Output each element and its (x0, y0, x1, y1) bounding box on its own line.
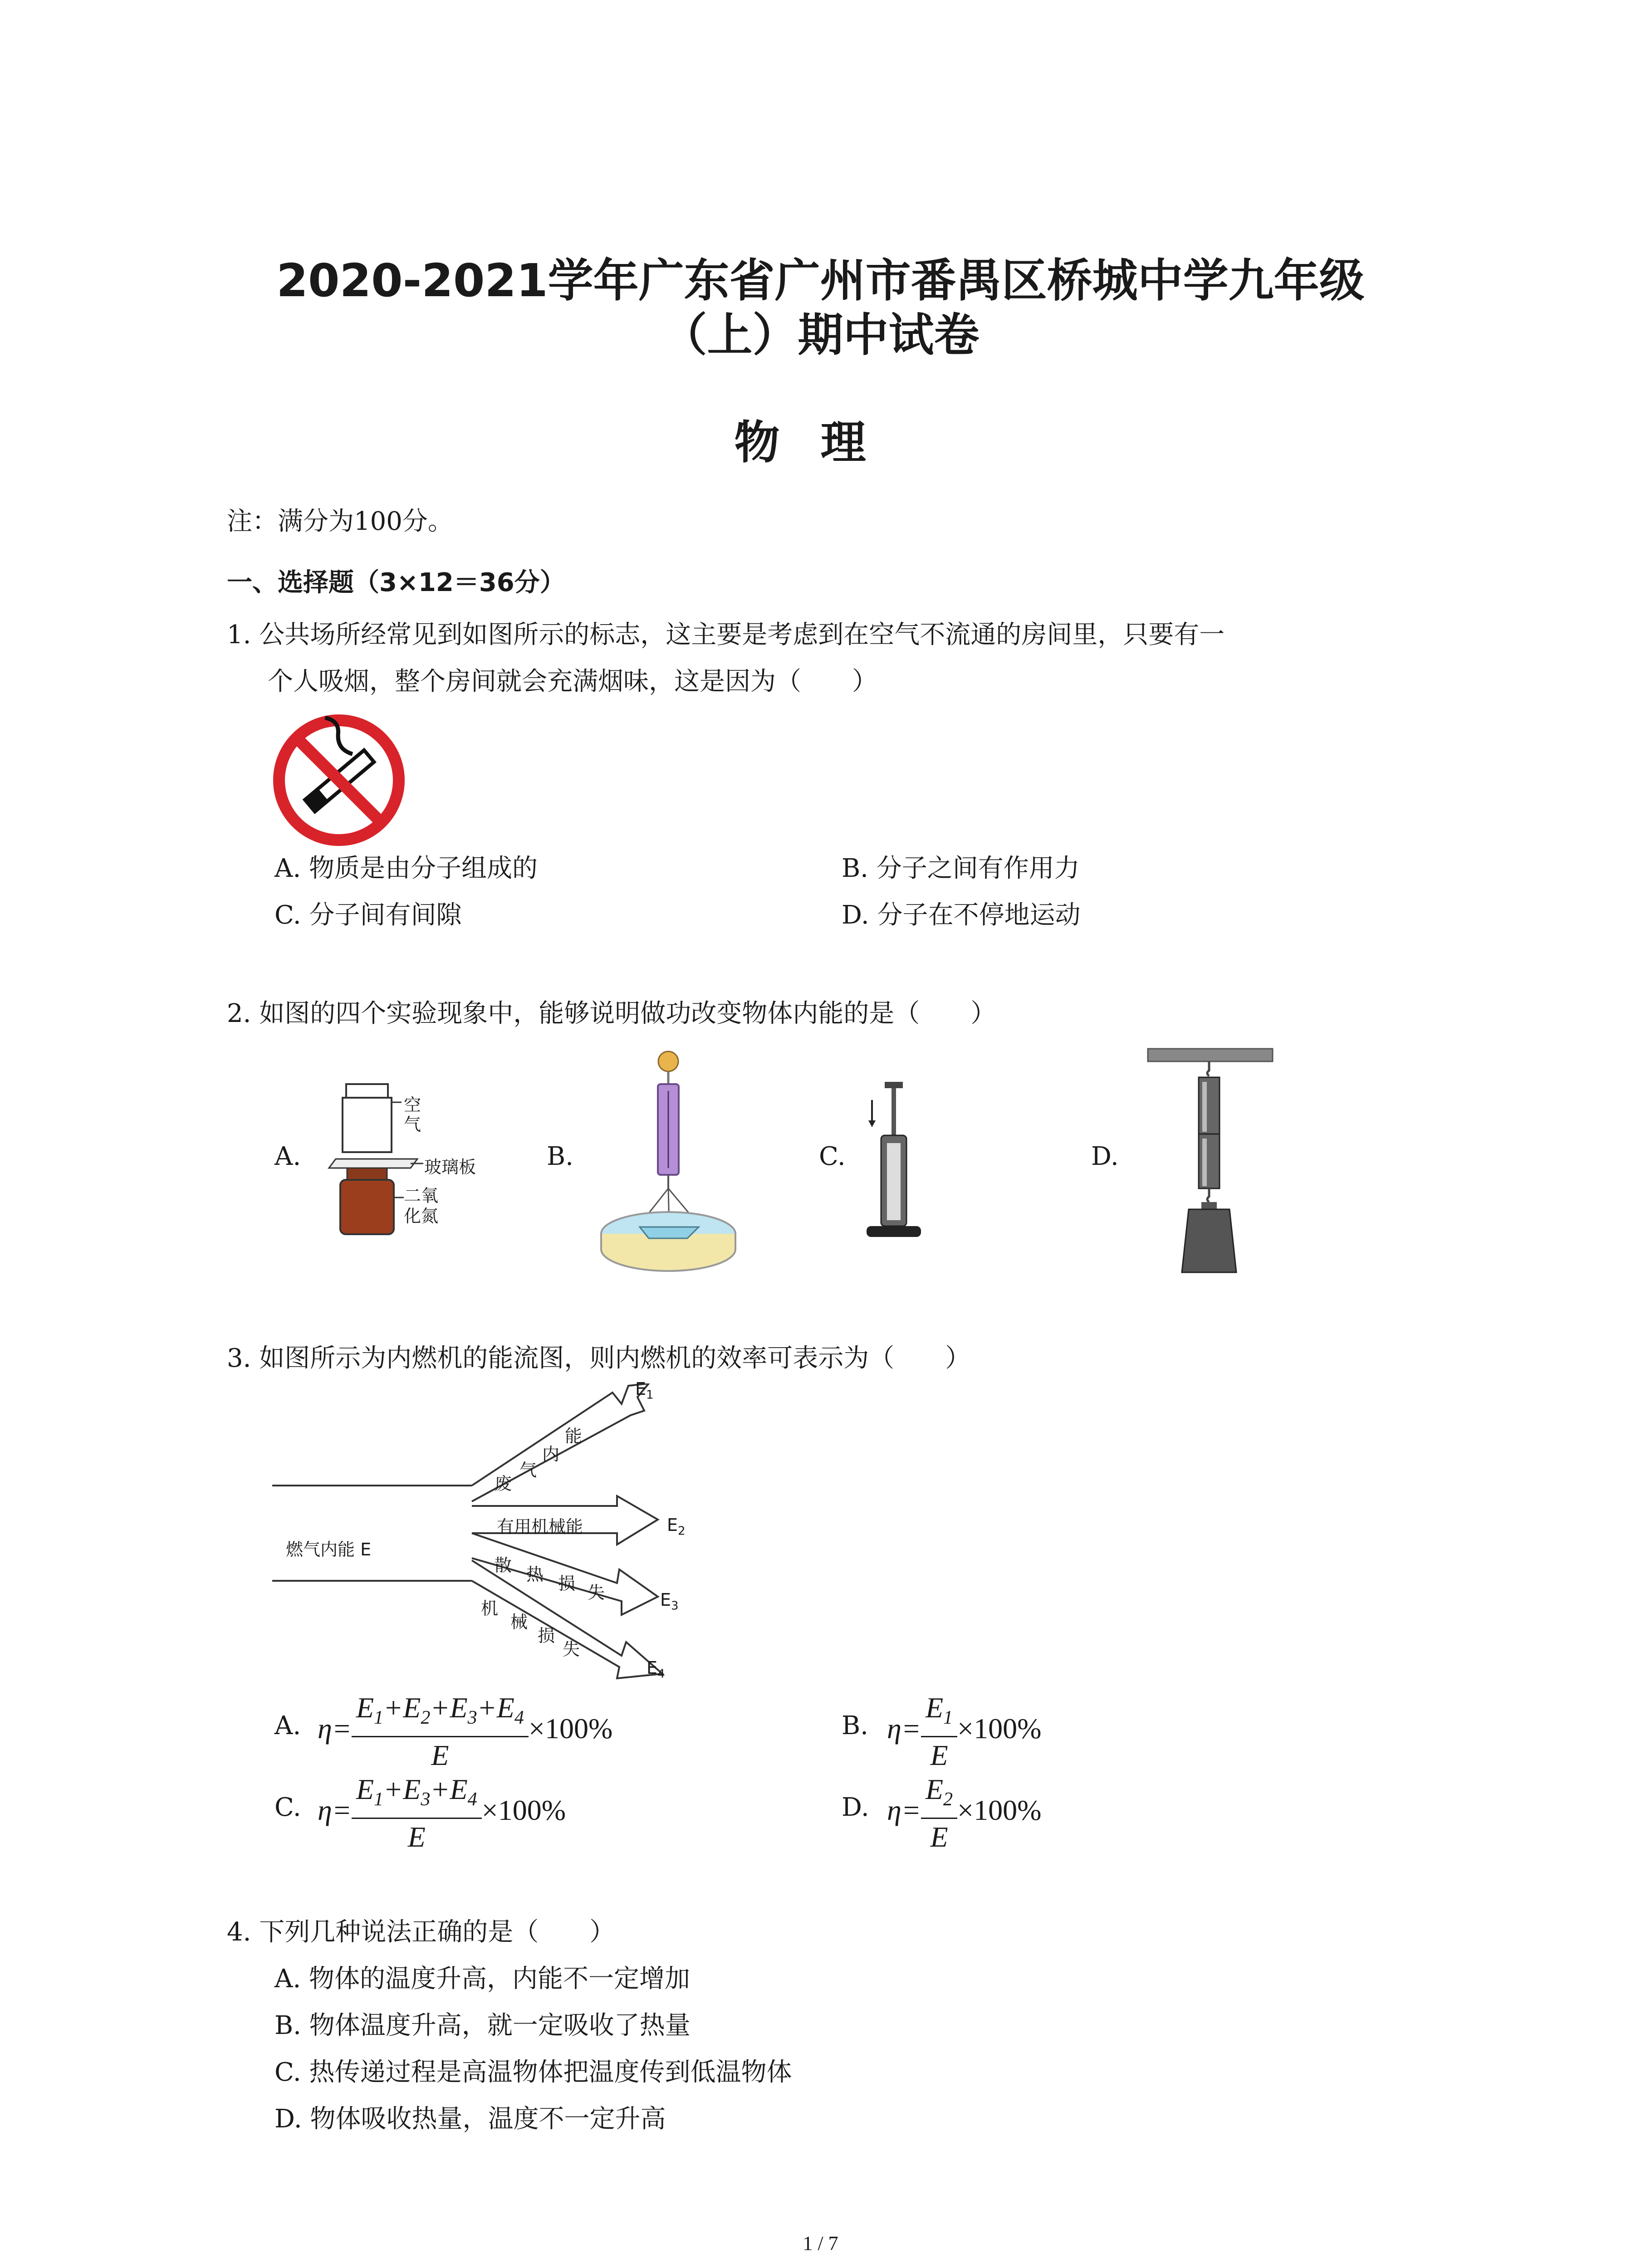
page-number: 1 / 7 (803, 2232, 838, 2254)
q4-stem: 4. 下列几种说法正确的是（ ） (227, 1917, 615, 1947)
q3-option-c-formula: η= $\frac{E_1+E_3+E_4}{E}$ ×100% (318, 1771, 566, 1855)
q2-option-d-letter: D. (1091, 1142, 1119, 1171)
label-mech-4: 失 (563, 1639, 580, 1659)
section-heading: 一、选择题（3×12＝36分） (227, 568, 565, 597)
no-smoking-icon (269, 710, 409, 850)
exam-title-line1: 2020-2021学年广东省广州市番禺区桥城中学九年级 (276, 254, 1365, 307)
q1-stem-line2: 个人吸烟，整个房间就会充满烟味，这是因为（ ） (268, 667, 877, 696)
label-no2-2: 化氮 (404, 1206, 439, 1226)
label-exhaust-2: 气 (519, 1460, 537, 1480)
label-mech-1: 机 (481, 1598, 499, 1618)
q4-option-b: B. 物体温度升高，就一定吸收了热量 (274, 2011, 691, 2040)
q3-option-d-letter: D. (842, 1793, 869, 1822)
label-mech-3: 损 (538, 1626, 555, 1646)
subject-title: 物理 (734, 416, 907, 469)
label-e1: $E_1$ (635, 1379, 654, 1402)
q2-option-a-letter: A. (274, 1142, 301, 1171)
q1-option-c: C. 分子间有间隙 (274, 900, 462, 930)
spring-scale-glass-water-diagram (597, 1048, 742, 1275)
q2-option-b-letter: B. (547, 1142, 573, 1171)
label-heat-4: 失 (588, 1583, 605, 1603)
label-air-2: 气 (404, 1114, 421, 1134)
q1-option-b: B. 分子之间有作用力 (842, 854, 1080, 883)
label-useful-mech: 有用机械能 (497, 1517, 583, 1537)
label-exhaust-1: 废 (495, 1474, 512, 1494)
label-e3: $E_3$ (660, 1590, 679, 1613)
q3-option-b-formula: η= $\frac{E_1}{E}$ ×100% (887, 1690, 1041, 1774)
lead-blocks-weight-diagram (1143, 1043, 1279, 1279)
label-heat-1: 散 (495, 1555, 512, 1575)
q3-option-a-formula: η= $\frac{E_1+E_2+E_3+E_4}{E}$ ×100% (318, 1690, 612, 1774)
q3-option-a-letter: A. (274, 1711, 301, 1740)
label-e4: $E_4$ (647, 1658, 665, 1681)
label-no2-1: 二氧 (404, 1186, 439, 1206)
q4-option-a: A. 物体的温度升高，内能不一定增加 (274, 1964, 691, 1994)
q1-option-a: A. 物质是由分子组成的 (274, 854, 538, 883)
q2-stem: 2. 如图的四个实验现象中，能够说明做功改变物体内能的是（ ） (227, 999, 996, 1028)
label-glass-plate: 玻璃板 (424, 1157, 476, 1177)
air-compression-cylinder-diagram (862, 1082, 926, 1250)
q1-option-d: D. 分子在不停地运动 (842, 900, 1081, 930)
score-note: 注：满分为100分。 (227, 507, 453, 536)
q1-stem-line1: 1. 公共场所经常见到如图所示的标志，这主要是考虑到在空气不流通的房间里，只要有一 (227, 620, 1225, 650)
q4-option-c: C. 热传递过程是高温物体把温度传到低温物体 (274, 2058, 792, 2087)
label-exhaust-4: 能 (565, 1426, 583, 1446)
q3-option-c-letter: C. (274, 1793, 301, 1822)
label-air-1: 空 (404, 1095, 421, 1115)
q4-option-d: D. 物体吸收热量，温度不一定升高 (274, 2104, 666, 2134)
q3-stem: 3. 如图所示为内燃机的能流图，则内燃机的效率可表示为（ ） (227, 1344, 971, 1373)
q3-option-b-letter: B. (842, 1711, 868, 1740)
label-mech-2: 械 (510, 1612, 528, 1632)
label-heat-2: 热 (526, 1564, 544, 1584)
label-e2: $E_2$ (667, 1515, 686, 1538)
q3-option-d-formula: η= $\frac{E_2}{E}$ ×100% (887, 1771, 1041, 1855)
q2-option-c-letter: C. (819, 1142, 846, 1171)
label-exhaust-3: 内 (542, 1444, 560, 1464)
label-heat-3: 损 (558, 1574, 576, 1593)
exam-title-line2: （上）期中试卷 (661, 308, 980, 362)
label-fuel-energy: 燃气内能 E (286, 1540, 372, 1559)
